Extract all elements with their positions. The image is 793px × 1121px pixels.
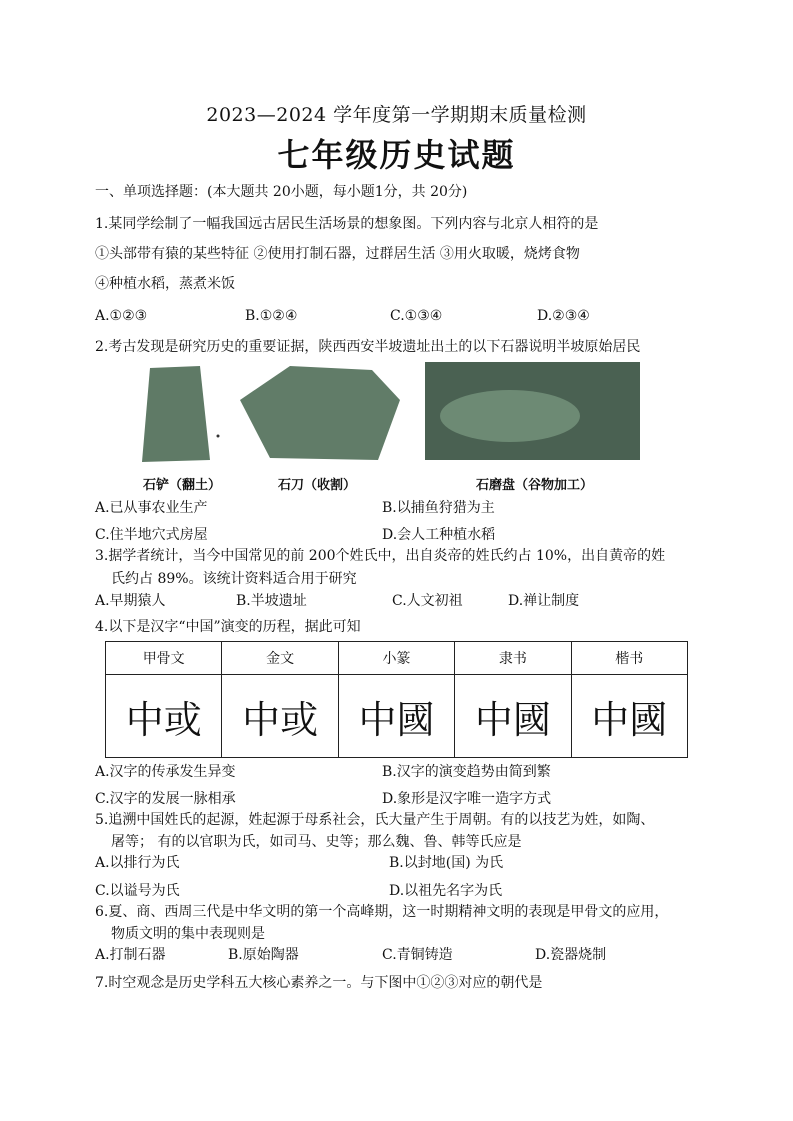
header-bronze: 金文	[222, 642, 338, 675]
header-oracle-bone: 甲骨文	[106, 642, 222, 675]
q1-option-d: D.②③④	[537, 308, 590, 324]
q2-option-d: D.会人工种植水稻	[382, 527, 496, 543]
table-row	[106, 675, 688, 758]
q4-option-c: C.汉字的发展一脉相承	[95, 791, 236, 807]
q1-option-c: C.①③④	[390, 308, 443, 324]
q6-option-d: D.瓷器烧制	[535, 947, 607, 963]
q2-option-c: C.住半地穴式房屋	[95, 527, 208, 543]
q6-stem-line1: 6.夏、商、西周三代是中华文明的第一个高峰期，这一时期精神文明的表现是甲骨文的应用，	[95, 904, 669, 920]
q7-stem: 7.时空观念是历史学科五大核心素养之一。与下图中①②③对应的朝代是	[95, 975, 543, 991]
exam-subtitle: 2023—2024 学年度第一学期期末质量检测	[206, 104, 587, 126]
q4-option-d: D.象形是汉字唯一造字方式	[382, 791, 552, 807]
q3-option-c: C.人文初祖	[392, 593, 463, 609]
q5-option-b: B.以封地(国) 为氏	[389, 855, 504, 871]
q5-option-d: D.以祖先名字为氏	[389, 883, 503, 899]
q4-stem: 4.以下是汉字“中国”演变的历程，据此可知	[95, 619, 361, 635]
cell-clerical: 中國	[455, 675, 571, 758]
q5-option-a: A.以排行为氏	[95, 855, 180, 871]
q2-option-a: A.已从事农业生产	[95, 500, 208, 516]
q4-option-a: A.汉字的传承发生异变	[95, 764, 236, 780]
character-evolution-table	[105, 641, 688, 758]
q3-stem-line2: 氏约占 89%。该统计资料适合用于研究	[111, 571, 357, 587]
cell-oracle-bone: 中或	[106, 675, 222, 758]
caption-stone-knife: 石刀（收割）	[278, 478, 357, 493]
cell-regular: 中國	[571, 675, 687, 758]
q5-option-c: C.以谥号为氏	[95, 883, 180, 899]
q3-option-b: B.半坡遗址	[236, 593, 307, 609]
q3-option-d: D.禅让制度	[508, 593, 580, 609]
stone-tools-figure	[140, 360, 640, 468]
caption-grinding-slab: 石磨盘（谷物加工）	[476, 478, 594, 493]
stone-shovel-image	[142, 366, 210, 462]
q1-option-a: A.①②③	[95, 308, 148, 324]
q1-option-b: B.①②④	[245, 308, 298, 324]
stone-knife-image	[240, 366, 400, 460]
figure-dot	[217, 435, 220, 438]
q1-stem: 1.某同学绘制了一幅我国远古居民生活场景的想象图。下列内容与北京人相符的是	[95, 216, 599, 232]
q4-option-b: B.汉字的演变趋势由简到繁	[382, 764, 551, 780]
q6-option-c: C.青铜铸造	[382, 947, 453, 963]
header-regular: 楷书	[571, 642, 687, 675]
q1-items-line2: ④种植水稻，蒸煮米饭	[95, 276, 235, 292]
header-small-seal: 小篆	[338, 642, 454, 675]
q1-items-line1: ①头部带有猿的某些特征 ②使用打制石器，过群居生活 ③用火取暖，烧烤食物	[95, 246, 580, 262]
q6-option-b: B.原始陶器	[228, 947, 299, 963]
section-heading: 一、单项选择题：(本大题共 20小题，每小题1分，共 20分)	[95, 184, 468, 200]
q2-stem: 2.考古发现是研究历史的重要证据，陕西西安半坡遗址出土的以下石器说明半坡原始居民	[95, 339, 641, 355]
caption-stone-shovel: 石铲（翻土）	[143, 478, 222, 493]
cell-small-seal: 中國	[338, 675, 454, 758]
q3-option-a: A.早期猿人	[95, 593, 166, 609]
header-clerical: 隶书	[455, 642, 571, 675]
cell-bronze: 中或	[222, 675, 338, 758]
q6-option-a: A.打制石器	[95, 947, 166, 963]
q3-stem-line1: 3.据学者统计，当今中国常见的前 200个姓氏中，出自炎帝的姓氏约占 10%，出自黄帝的姓	[95, 548, 666, 564]
grinding-stone-image	[440, 390, 580, 442]
q5-stem-line1: 5.追溯中国姓氏的起源，姓起源于母系社会，氏大量产生于周朝。有的以技艺为姓，如陶、	[95, 812, 655, 828]
q5-stem-line2: 屠等； 有的以官职为氏，如司马、史等；那么魏、鲁、韩等氏应是	[111, 834, 522, 850]
q6-stem-line2: 物质文明的集中表现则是	[111, 926, 265, 942]
exam-title: 七年级历史试题	[277, 136, 516, 174]
table-header-row	[106, 642, 688, 675]
q2-option-b: B.以捕鱼狩猎为主	[382, 500, 495, 516]
